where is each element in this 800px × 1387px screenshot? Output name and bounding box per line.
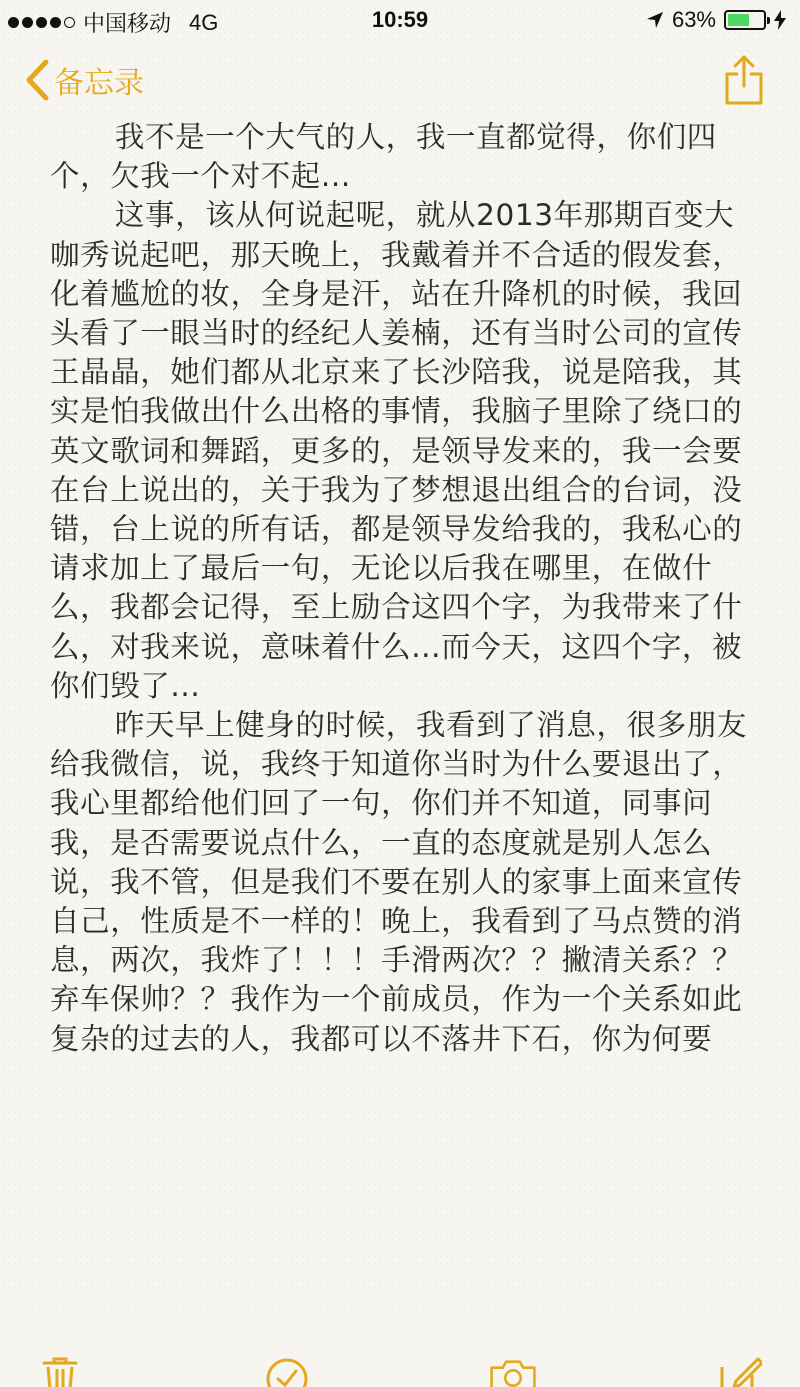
note-paragraph: 这事，该从何说起呢，就从2013年那期百变大咖秀说起吧，那天晚上，我戴着并不合适的假发套，化着尴尬的妆，全身是汗，站在升降机的时候，我回头看了一眼当时的经纪人姜楠，还有当时公司的宣传王晶晶，她们都从北京来了长沙陪我，说是陪我，其实是怕我做出什么出格的事情，我脑子里除了绕口的英文歌词和舞蹈，更多的，是领导发来的，我一会要在台上说出的，关于我为了梦想退出组合的台词，没错，台上说的所有话，都是领导发给我的，我私心的请求加上了最后一句，无论以后我在哪里，在做什么，我都会记得，至上励合这四个字，为我带来了什么，对我来说，意味着什么...而今天，这四个字，被你们毁了... [50, 198, 743, 703]
share-icon [724, 54, 764, 106]
battery-percent: 63% [671, 7, 716, 32]
navigation-bar [0, 50, 800, 114]
status-bar [0, 0, 800, 40]
note-paragraph: 昨天早上健身的时候，我看到了消息，很多朋友给我微信，说，我终于知道你当时为什么要退出了，我心里都给他们回了一句，你们并不知道，同事问我，是否需要说点什么，一直的态度就是别人怎么说，我不管，但是我们不要在别人的家事上面来宣传自己，性质是不一样的！晚上，我看到了马点赞的消息，两次，我炸了！！！手滑两次？？撇清关系？？弃车保帅？？我作为一个前成员，作为一个关系如此复杂的过去的人，我都可以不落井下石，你为何要 [50, 708, 747, 1056]
compose-button[interactable] [716, 1339, 764, 1387]
charging-bolt-icon [774, 10, 786, 30]
location-arrow-icon [646, 11, 664, 29]
status-time: 10:59 [371, 7, 429, 32]
compose-icon [718, 1357, 762, 1387]
share-button[interactable] [724, 54, 764, 110]
note-paragraph: 我不是一个大气的人，我一直都觉得，你们四个，欠我一个对不起... [50, 120, 717, 194]
camera-icon [489, 1357, 537, 1387]
checklist-icon [265, 1357, 309, 1387]
bottom-toolbar [0, 1337, 800, 1387]
note-body[interactable] [50, 118, 762, 1059]
battery-icon [724, 10, 766, 30]
status-right [646, 7, 786, 33]
chevron-left-icon [24, 59, 50, 101]
network-label: 4G [189, 9, 219, 35]
checklist-button[interactable] [263, 1339, 311, 1387]
trash-icon [40, 1357, 80, 1387]
back-button[interactable] [24, 58, 144, 102]
carrier-label: 中国移动 [83, 11, 172, 36]
camera-button[interactable] [489, 1339, 537, 1387]
delete-button[interactable] [36, 1339, 84, 1387]
back-label: 备忘录 [54, 66, 144, 101]
